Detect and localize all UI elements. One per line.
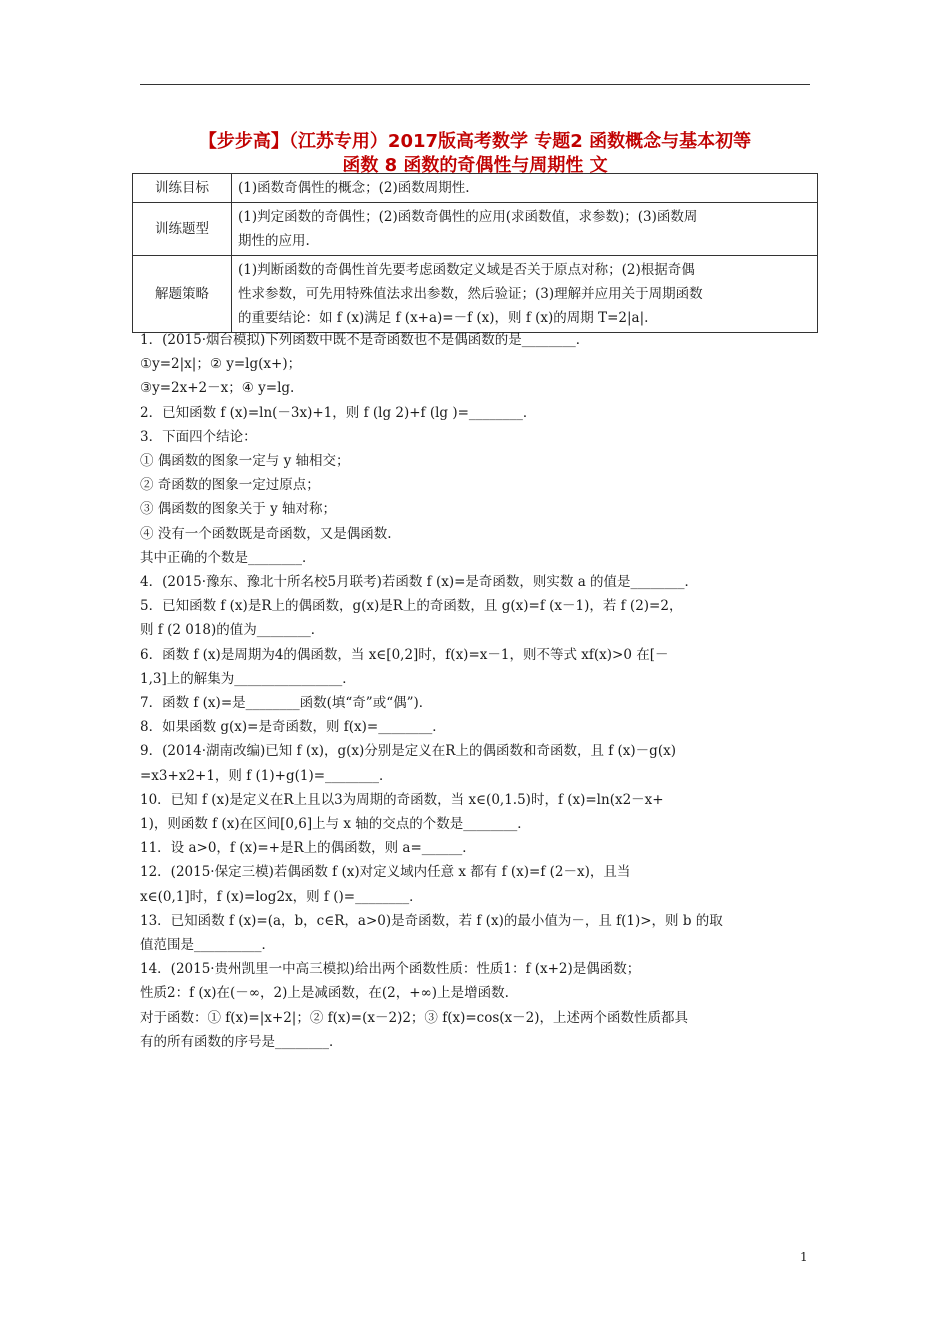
question-line: 10．已知 f (x)是定义在R上且以3为周期的奇函数，当 x∈(0,1.5)时，f (x)=ln(x2－x+ (140, 791, 664, 808)
question-line: x∈(0,1]时，f (x)=log2x，则 f ()=________． (140, 888, 423, 905)
question-line: 5．已知函数 f (x)是R上的偶函数，g(x)是R上的奇函数，且 g(x)=f (x－1)，若 f (2)=2， (140, 598, 683, 615)
question-line: 9．(2014·湖南改编)已知 f (x)，g(x)分别是定义在R上的偶函数和奇函数，且 f (x)－g(x) (140, 743, 676, 760)
question-line: 性质2：f (x)在(－∞，2)上是减函数，在(2，+∞)上是增函数. (140, 985, 509, 1002)
question-line: ①y=2|x|；② y=lg(x+)； (140, 356, 302, 373)
question-line: ③ 偶函数的图象关于 y 轴对称； (140, 501, 337, 518)
question-line: 11．设 a>0，f (x)=+是R上的偶函数，则 a=______． (140, 840, 476, 857)
row-label: 训练目标 (133, 174, 232, 203)
table-row (133, 203, 818, 256)
row-line: 期性的应用. (238, 233, 310, 249)
row-line: (1)判断函数的奇偶性首先要考虑函数定义域是否关于原点对称；(2)根据奇偶 (238, 262, 695, 278)
question-line: 7．函数 f (x)=是________函数(填“奇”或“偶”)． (140, 695, 433, 712)
top-rule (140, 84, 810, 85)
row-line: (1)函数奇偶性的概念；(2)函数周期性. (238, 180, 470, 196)
question-line: =x3+x2+1，则 f (1)+g(1)=________． (140, 767, 393, 784)
question-line: ④ 没有一个函数既是奇函数，又是偶函数. (140, 525, 392, 542)
question-line: 有的所有函数的序号是________． (140, 1033, 343, 1050)
question-line: 8．如果函数 g(x)=是奇函数，则 f(x)=________． (140, 719, 446, 736)
row-content (232, 256, 818, 333)
row-content (232, 174, 818, 203)
question-line: ② 奇函数的图象一定过原点； (140, 477, 320, 494)
page-number: 1 (800, 1250, 808, 1264)
row-label: 训练题型 (133, 203, 232, 256)
row-line: 的重要结论：如 f (x)满足 f (x+a)=－f (x)，则 f (x)的周期 T=2|a|. (238, 310, 649, 326)
question-list (140, 328, 816, 1054)
row-label: 解题策略 (133, 256, 232, 333)
title-line-2: 函数 8 函数的奇偶性与周期性 文 (342, 155, 608, 176)
question-line: 则 f (2 018)的值为________． (140, 622, 325, 639)
question-line: 1,3]上的解集为________________． (140, 670, 356, 687)
question-line: 值范围是__________． (140, 937, 275, 954)
question-line: 14．(2015·贵州凯里一中高三模拟)给出两个函数性质：性质1：f (x+2)是偶函数； (140, 961, 641, 978)
title-line-1: 【步步高】（江苏专用）2017版高考数学 专题2 函数概念与基本初等 (198, 131, 752, 152)
question-line: 其中正确的个数是________． (140, 549, 316, 566)
question-line: ① 偶函数的图象一定与 y 轴相交； (140, 453, 350, 470)
question-line: 2．已知函数 f (x)=ln(－3x)+1，则 f (lg 2)+f (lg )=________． (140, 404, 537, 421)
table-row (133, 174, 818, 203)
document-title (120, 130, 830, 178)
question-line: 1．(2015·烟台模拟)下列函数中既不是奇函数也不是偶函数的是________． (140, 332, 590, 348)
training-info-table (132, 173, 818, 333)
question-line: 12．(2015·保定三模)若偶函数 f (x)对定义域内任意 x 都有 f (x)=f (2－x)，且当 (140, 864, 631, 881)
question-line: 对于函数：① f(x)=|x+2|；② f(x)=(x－2)2；③ f(x)=cos(x－2)，上述两个函数性质都具 (140, 1009, 689, 1026)
question-line: 4．(2015·豫东、豫北十所名校5月联考)若函数 f (x)=是奇函数，则实数 a 的值是________． (140, 574, 699, 591)
question-line: 1)，则函数 f (x)在区间[0,6]上与 x 轴的交点的个数是________． (140, 816, 531, 833)
question-line: 13．已知函数 f (x)=(a，b，c∈R，a>0)是奇函数，若 f (x)的最小值为－，且 f(1)>，则 b 的取 (140, 912, 723, 929)
row-content (232, 203, 818, 256)
row-line: 性求参数，可先用特殊值法求出参数，然后验证；(3)理解并应用关于周期函数 (238, 286, 703, 302)
question-line: 3．下面四个结论： (140, 428, 257, 445)
question-line: 6．函数 f (x)是周期为4的偶函数，当 x∈[0,2]时，f(x)=x－1，则不等式 xf(x)>0 在[－ (140, 646, 669, 663)
question-line: ③y=2x+2－x；④ y=lg. (140, 380, 295, 397)
row-line: (1)判定函数的奇偶性；(2)函数奇偶性的应用(求函数值，求参数)；(3)函数周 (238, 209, 698, 225)
table-row (133, 256, 818, 333)
